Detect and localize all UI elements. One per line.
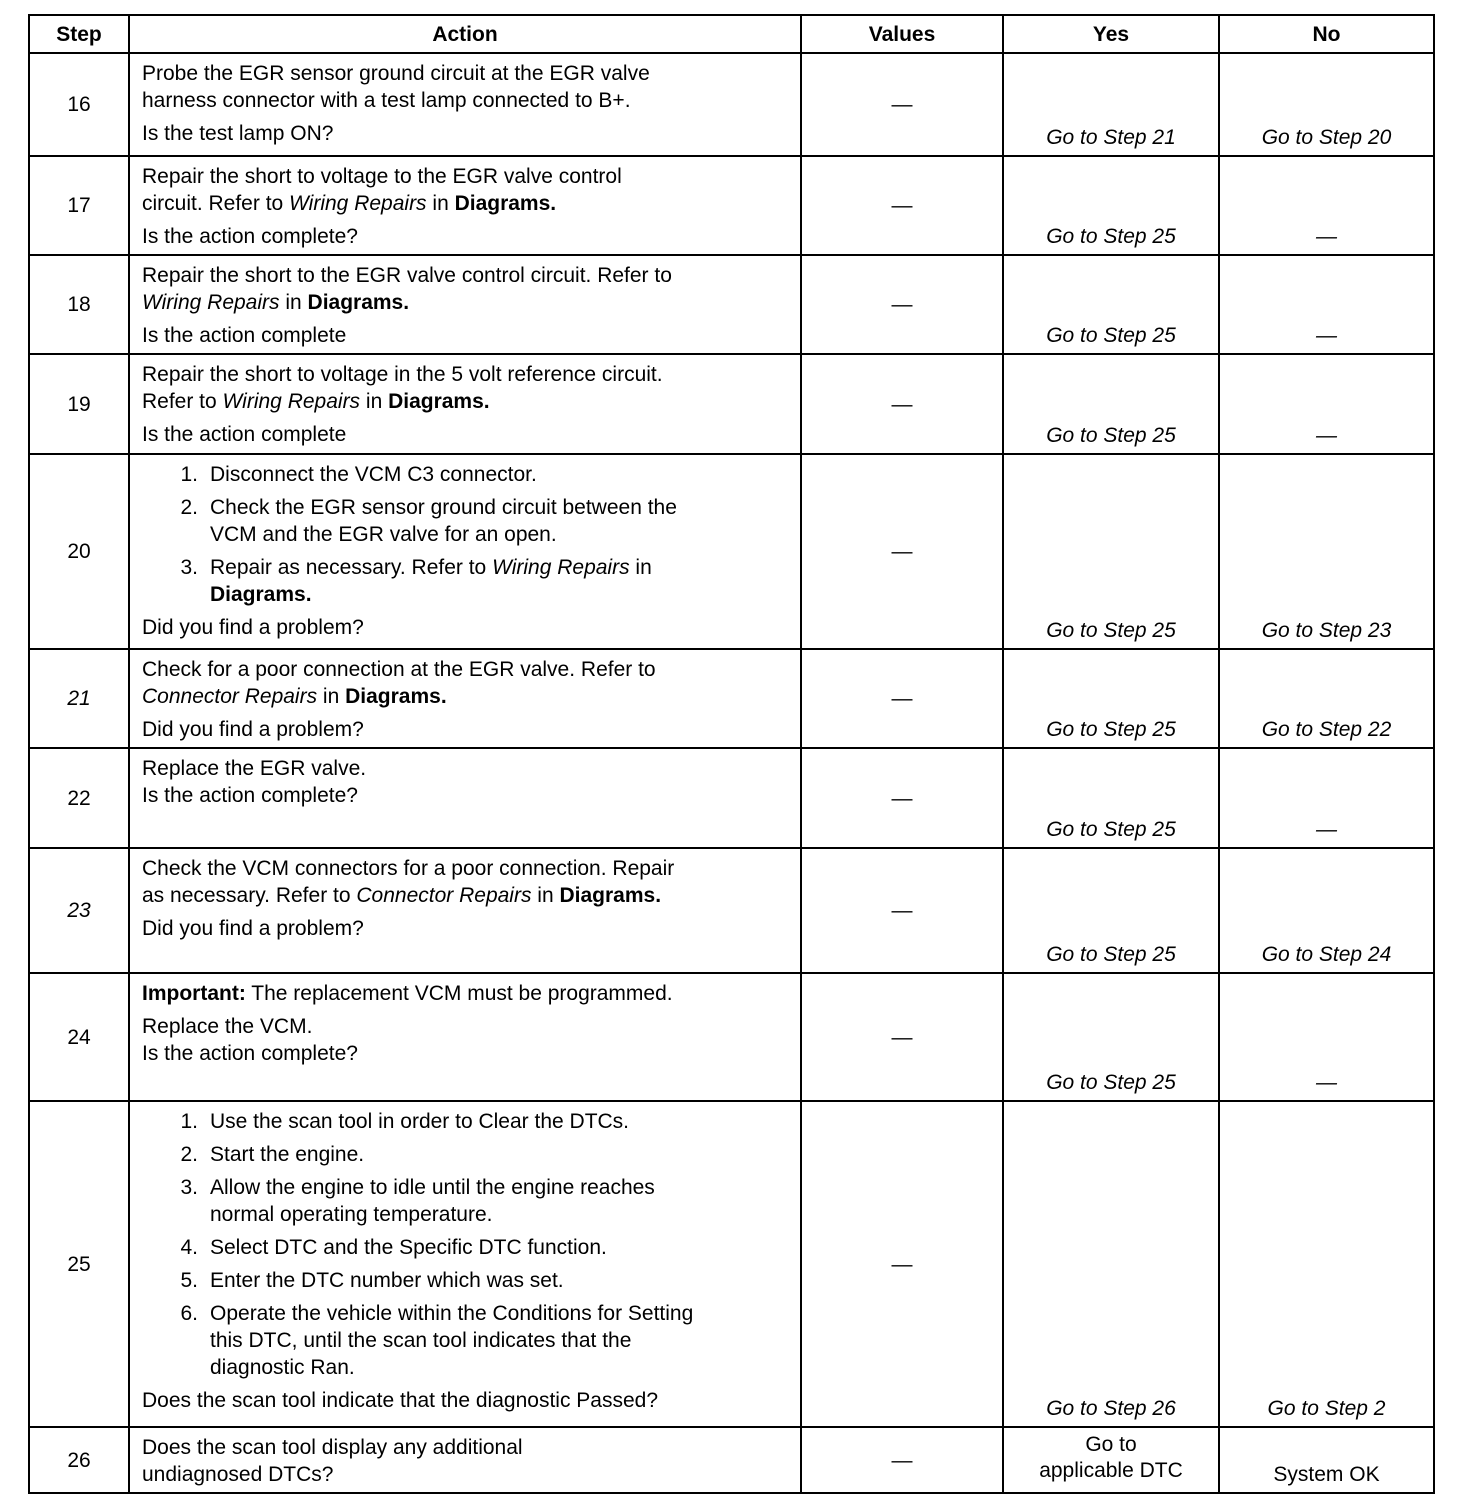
list-item (142, 461, 790, 488)
yes-cell: Go to Step 25 (1003, 848, 1219, 973)
text: Is the action complete (142, 423, 347, 446)
italic-text: Wiring Repairs (289, 192, 427, 215)
italic-text: Connector Repairs (356, 884, 532, 907)
paragraph (142, 656, 790, 710)
paragraph (142, 262, 790, 316)
list-number: 6. (180, 1302, 198, 1325)
list-number: 3. (180, 556, 198, 579)
bold-text: Diagrams. (454, 192, 557, 215)
list-number: 2. (180, 496, 198, 519)
text: Is the test lamp ON? (142, 122, 334, 145)
list-gap (198, 1300, 210, 1381)
yes-cell: Go to applicable DTC (1003, 1427, 1219, 1493)
paragraph (142, 421, 790, 448)
step-number: 25 (29, 1101, 129, 1427)
text: Did you find a problem? (142, 718, 364, 741)
table-row (29, 649, 1434, 748)
text: Repair the short to voltage to the EGR valve control circuit. Refer to (142, 165, 622, 215)
table-row (29, 354, 1434, 454)
header-values: Values (801, 15, 1003, 53)
text: in (531, 884, 560, 907)
list-number: 1. (180, 1110, 198, 1133)
list-gap (198, 554, 210, 608)
text: in (635, 556, 652, 579)
table-row (29, 848, 1434, 973)
list-item (142, 1108, 790, 1135)
action-cell (129, 354, 801, 454)
paragraph (142, 163, 790, 217)
text: Probe the EGR sensor ground circuit at the EGR valve harness connector with a test lamp connected to B+. (142, 62, 650, 112)
list-text (210, 554, 652, 608)
list-gap (198, 494, 210, 548)
no-cell: Go to Step 23 (1219, 454, 1434, 649)
text: Start the engine. (210, 1143, 365, 1166)
yes-cell: Go to Step 21 (1003, 53, 1219, 156)
list-number: 3. (180, 1176, 198, 1199)
text: in (317, 685, 346, 708)
paragraph (142, 361, 790, 415)
list-gap (198, 1267, 210, 1294)
list-gap (198, 1174, 210, 1228)
paragraph (142, 322, 790, 349)
no-cell: System OK (1219, 1427, 1434, 1493)
step-number: 20 (29, 454, 129, 649)
step-number: 16 (29, 53, 129, 156)
list-item (142, 1234, 790, 1261)
no-cell: Go to Step 2 (1219, 1101, 1434, 1427)
list-item (142, 1300, 790, 1381)
yes-cell: Go to Step 25 (1003, 748, 1219, 848)
table-row (29, 1101, 1434, 1427)
text: The replacement VCM must be programmed. (245, 982, 673, 1005)
table-row (29, 255, 1434, 354)
step-number: 26 (29, 1427, 129, 1493)
table-row (29, 53, 1434, 156)
yes-cell: Go to Step 26 (1003, 1101, 1219, 1427)
action-cell (129, 1101, 801, 1427)
text: Repair as necessary. Refer to (210, 556, 493, 579)
values-cell: — (801, 748, 1003, 848)
header-action: Action (129, 15, 801, 53)
list-text (210, 1234, 607, 1261)
action-cell (129, 53, 801, 156)
italic-text: Wiring Repairs (222, 390, 361, 413)
paragraph (142, 60, 790, 114)
list-text (210, 1300, 693, 1381)
no-cell: — (1219, 354, 1434, 454)
values-cell: — (801, 1427, 1003, 1493)
text: in (360, 390, 389, 413)
action-cell (129, 156, 801, 255)
table-row (29, 748, 1434, 848)
values-cell: — (801, 156, 1003, 255)
text: Disconnect the VCM C3 connector. (210, 463, 537, 486)
text: Allow the engine to idle until the engine reaches normal operating temperature. (210, 1176, 655, 1226)
text: Select DTC and the Specific DTC function. (210, 1236, 607, 1259)
paragraph (142, 614, 790, 641)
bold-text: Important: (142, 982, 246, 1005)
list-gap (198, 1234, 210, 1261)
values-cell: — (801, 848, 1003, 973)
paragraph (142, 980, 790, 1007)
list-text (210, 1108, 629, 1135)
step-number: 17 (29, 156, 129, 255)
header-step: Step (29, 15, 129, 53)
list-number: 1. (180, 463, 198, 486)
list-item (142, 554, 790, 608)
text: in (426, 192, 455, 215)
paragraph (142, 223, 790, 250)
no-cell: — (1219, 156, 1434, 255)
list-item (142, 1141, 790, 1168)
no-cell: Go to Step 20 (1219, 53, 1434, 156)
paragraph (142, 120, 790, 147)
list-text (210, 1174, 655, 1228)
action-cell (129, 255, 801, 354)
text: Check for a poor connection at the EGR valve. Refer to (142, 658, 656, 681)
text: Operate the vehicle within the Conditions for Setting this DTC, until the scan tool indicates that the diagnostic Ran. (210, 1302, 694, 1379)
list-gap (198, 461, 210, 488)
paragraph (142, 716, 790, 743)
text: Enter the DTC number which was set. (210, 1269, 564, 1292)
no-cell: — (1219, 748, 1434, 848)
text: Repair the short to voltage in the 5 volt reference circuit. Refer to (142, 363, 663, 413)
yes-cell: Go to Step 25 (1003, 649, 1219, 748)
text: Did you find a problem? (142, 616, 364, 639)
list-item (142, 494, 790, 548)
table-row (29, 973, 1434, 1101)
action-cell (129, 748, 801, 848)
list-number: 4. (180, 1236, 198, 1259)
table-row (29, 454, 1434, 649)
no-cell: — (1219, 973, 1434, 1101)
text: Is the action complete? (142, 225, 358, 248)
text: Does the scan tool display any additional undiagnosed DTCs? (142, 1436, 523, 1486)
text: Is the action complete (142, 324, 347, 347)
list-number: 2. (180, 1143, 198, 1166)
bold-text: Diagrams. (210, 583, 312, 606)
action-cell (129, 454, 801, 649)
header-no: No (1219, 15, 1434, 53)
text: Use the scan tool in order to Clear the DTCs. (210, 1110, 630, 1133)
diagnostic-table (28, 14, 1435, 1494)
italic-text: Wiring Repairs (492, 556, 630, 579)
step-number: 22 (29, 748, 129, 848)
table-row (29, 156, 1434, 255)
paragraph (142, 1434, 790, 1488)
yes-cell: Go to Step 25 (1003, 973, 1219, 1101)
no-cell: Go to Step 22 (1219, 649, 1434, 748)
values-cell: — (801, 53, 1003, 156)
bold-text: Diagrams. (345, 685, 447, 708)
yes-cell: Go to Step 25 (1003, 354, 1219, 454)
bold-text: Diagrams. (559, 884, 662, 907)
list-item (142, 1174, 790, 1228)
list-gap (198, 1108, 210, 1135)
values-cell: — (801, 973, 1003, 1101)
values-cell: — (801, 649, 1003, 748)
list-text (210, 1141, 364, 1168)
paragraph (142, 915, 790, 942)
action-cell (129, 649, 801, 748)
text: Check the EGR sensor ground circuit between the VCM and the EGR valve for an open. (210, 496, 677, 546)
yes-cell: Go to Step 25 (1003, 255, 1219, 354)
header-yes: Yes (1003, 15, 1219, 53)
text: Check the VCM connectors for a poor connection. Repair as necessary. Refer to (142, 857, 675, 907)
values-cell: — (801, 1101, 1003, 1427)
list-item (142, 1267, 790, 1294)
values-cell: — (801, 255, 1003, 354)
no-cell: Go to Step 24 (1219, 848, 1434, 973)
list-text (210, 494, 677, 548)
header-row (29, 15, 1434, 53)
list-text (210, 461, 537, 488)
table-row (29, 1427, 1434, 1493)
table-body (29, 53, 1434, 1493)
text: Replace the EGR valve. Is the action complete? (142, 757, 367, 807)
text: Replace the VCM. Is the action complete? (142, 1015, 358, 1065)
action-cell (129, 848, 801, 973)
italic-text: Connector Repairs (142, 685, 318, 708)
text: in (279, 291, 308, 314)
action-cell (129, 1427, 801, 1493)
list-text (210, 1267, 564, 1294)
action-cell (129, 973, 801, 1101)
no-cell: — (1219, 255, 1434, 354)
paragraph (142, 1387, 790, 1414)
step-number: 23 (29, 848, 129, 973)
yes-cell: Go to Step 25 (1003, 454, 1219, 649)
text: Does the scan tool indicate that the diagnostic Passed? (142, 1389, 658, 1412)
list-number: 5. (180, 1269, 198, 1292)
paragraph (142, 855, 790, 909)
text: Did you find a problem? (142, 917, 364, 940)
italic-text: Wiring Repairs (142, 291, 280, 314)
values-cell: — (801, 454, 1003, 649)
bold-text: Diagrams. (388, 390, 490, 413)
step-number: 19 (29, 354, 129, 454)
text: Repair the short to the EGR valve control circuit. Refer to (142, 264, 672, 287)
step-number: 18 (29, 255, 129, 354)
step-number: 21 (29, 649, 129, 748)
paragraph (142, 1013, 790, 1067)
values-cell: — (801, 354, 1003, 454)
list-gap (198, 1141, 210, 1168)
bold-text: Diagrams. (307, 291, 410, 314)
paragraph (142, 755, 790, 809)
yes-cell: Go to Step 25 (1003, 156, 1219, 255)
step-number: 24 (29, 973, 129, 1101)
